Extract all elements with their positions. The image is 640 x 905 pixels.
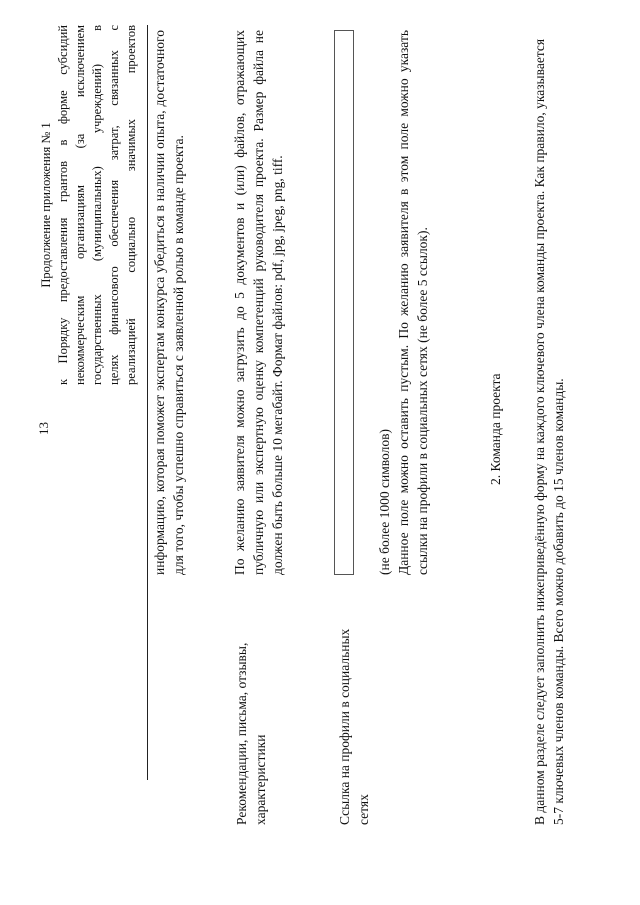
header-line: реализацией социально значимых проектов [124, 25, 138, 385]
social-profiles-input[interactable] [334, 30, 354, 575]
page-number: 13 [36, 422, 51, 435]
social-profiles-hint: Данное поле можно оставить пустым. По желанию заявителя в этом поле можно указать ссылки на профили в социальных сетях (не более 5 ссылок). [396, 30, 430, 575]
character-limit-note: (не более 1000 символов) [377, 429, 392, 575]
header-title: Продолжение приложения № 1 [39, 122, 53, 288]
document-header [38, 25, 140, 385]
recommendations-text: По желанию заявителя можно загрузить до 5 документов и (или) файлов, отражающих публичную или экспертную оценку компетенций руководителя проекта. Размер файла не должен быть больше 10 мегабайт. Формат файлов: pdf, jpg, jpeg, png, tiff. [232, 30, 285, 575]
recommendations-label: Рекомендации, письма, отзывы, характеристики [234, 642, 268, 825]
header-line: государственных (муниципальных) учреждений) в [90, 25, 104, 385]
section-body: В данном разделе следует заполнить нижеприведённую форму на каждого ключевого члена команды проекта. Как правило, указывается 5-7 ключевых членов команды. Всего можно добавить до 15 членов команды. [532, 38, 566, 825]
header-line: целях финансового обеспечения затрат, связанных с [107, 25, 121, 385]
social-profiles-label: Ссылка на профили в социальных сетях [337, 628, 371, 825]
header-line: некоммерческим организациям (за исключением [73, 25, 87, 385]
header-line: к Порядку предоставления грантов в форме субсидий [56, 25, 70, 385]
continuation-text: информацию, которая поможет экспертам конкурса убедиться в наличии опыта, достаточного для того, чтобы успешно справиться с заявленной ролью в команде проекта. [152, 30, 186, 575]
social-profiles-note [375, 30, 432, 575]
table-top-rule [147, 25, 148, 780]
section-heading: 2. Команда проекта [488, 373, 503, 485]
